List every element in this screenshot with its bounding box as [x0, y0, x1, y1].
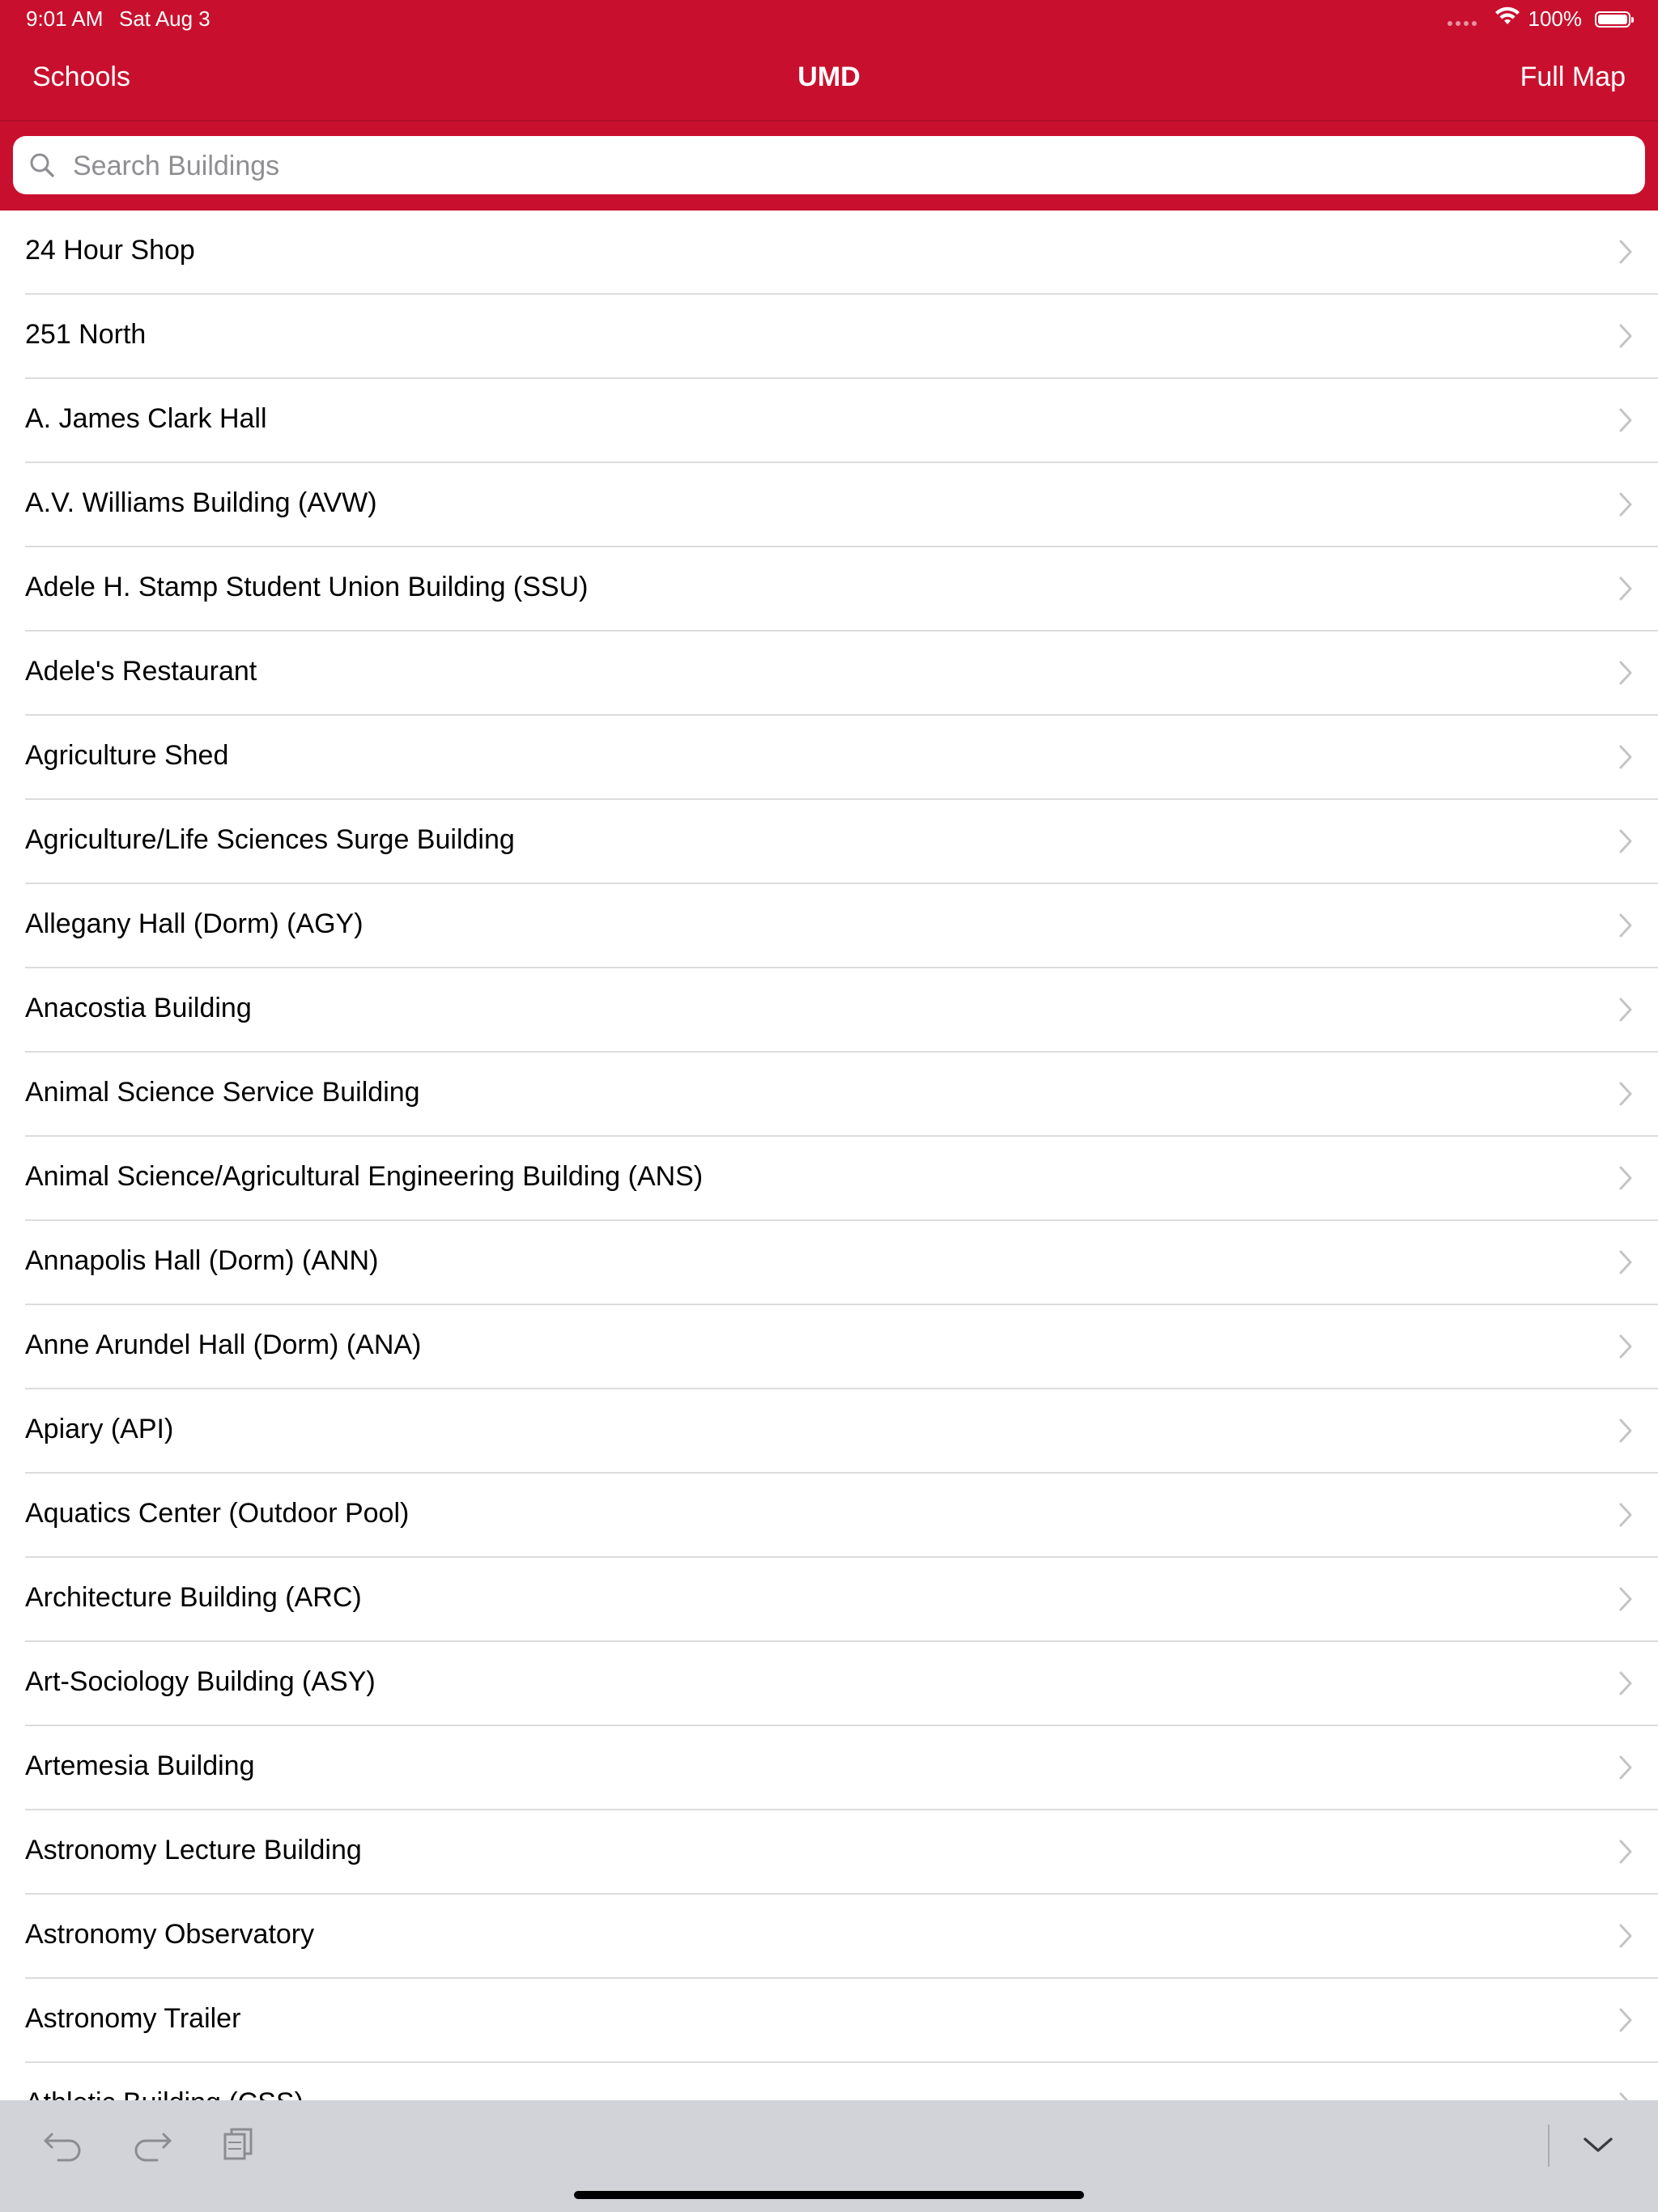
chevron-right-icon — [1618, 1754, 1634, 1781]
chevron-right-icon — [1618, 238, 1634, 266]
list-item[interactable] — [0, 379, 1658, 463]
signal-dots-icon — [1448, 21, 1477, 26]
chevron-right-icon — [1618, 1922, 1634, 1950]
list-item[interactable] — [0, 632, 1658, 716]
building-name: Adele's Restaurant — [25, 656, 257, 687]
chevron-right-icon — [1618, 912, 1634, 939]
chevron-right-icon — [1618, 1585, 1634, 1613]
building-name: Annapolis Hall (Dorm) (ANN) — [25, 1245, 379, 1276]
building-name: Art-Sociology Building (ASY) — [25, 1666, 376, 1697]
building-name: Animal Science/Agricultural Engineering Building (ANS) — [25, 1161, 704, 1192]
building-name: 251 North — [25, 319, 147, 350]
chevron-right-icon — [1618, 575, 1634, 602]
status-time: 9:01 AM — [26, 6, 104, 31]
building-name: Adele H. Stamp Student Union Building (SSU) — [25, 572, 589, 602]
keyboard-toolbar — [0, 2100, 1658, 2212]
building-name: Allegany Hall (Dorm) (AGY) — [25, 908, 363, 939]
list-item[interactable] — [0, 1137, 1658, 1221]
building-name: Anne Arundel Hall (Dorm) (ANA) — [25, 1329, 422, 1360]
chevron-right-icon — [1618, 996, 1634, 1023]
list-item[interactable] — [0, 1053, 1658, 1137]
search-input[interactable] — [71, 136, 1613, 196]
home-indicator — [574, 2191, 1084, 2199]
nav-divider — [0, 120, 1658, 121]
chevron-right-icon — [1618, 322, 1634, 350]
full-map-button[interactable]: Full Map — [1520, 62, 1626, 92]
list-item[interactable] — [0, 463, 1658, 547]
chevron-right-icon — [1618, 491, 1634, 518]
building-name: Architecture Building (ARC) — [25, 1582, 362, 1613]
chevron-right-icon — [1618, 743, 1634, 771]
chevron-right-icon — [1618, 1333, 1634, 1360]
building-name: Astronomy Observatory — [25, 1919, 315, 1950]
chevron-right-icon — [1618, 1501, 1634, 1529]
list-item[interactable] — [0, 1810, 1658, 1895]
building-list — [0, 211, 1658, 2100]
battery-percent: 100% — [1528, 6, 1582, 31]
list-item[interactable] — [0, 1305, 1658, 1389]
list-item[interactable] — [0, 1474, 1658, 1558]
battery-icon — [1595, 11, 1630, 28]
list-item[interactable] — [0, 211, 1658, 295]
building-name: Agriculture Shed — [25, 740, 229, 771]
redo-icon[interactable] — [126, 2121, 175, 2167]
building-name: Artemesia Building — [25, 1750, 255, 1781]
building-name: Agriculture/Life Sciences Surge Building — [25, 824, 515, 855]
search-icon — [28, 151, 57, 180]
chevron-right-icon — [1618, 1838, 1634, 1865]
building-name: Astronomy Lecture Building — [25, 1835, 362, 1865]
chevron-right-icon — [1618, 827, 1634, 855]
keyboard-dismiss-chevron-icon[interactable] — [1574, 2121, 1622, 2167]
status-indicators — [1448, 6, 1631, 32]
list-item[interactable] — [0, 800, 1658, 884]
schools-back-button[interactable]: Schools — [32, 62, 130, 92]
building-name: Aquatics Center (Outdoor Pool) — [25, 1498, 410, 1529]
toolbar-divider — [1548, 2125, 1550, 2167]
list-item[interactable] — [0, 1558, 1658, 1642]
list-item[interactable] — [0, 1895, 1658, 1979]
chevron-right-icon — [1618, 2006, 1634, 2034]
chevron-right-icon — [1618, 1164, 1634, 1192]
undo-icon[interactable] — [40, 2121, 89, 2167]
list-item[interactable] — [0, 1642, 1658, 1726]
status-date: Sat Aug 3 — [119, 6, 210, 31]
building-name: A. James Clark Hall — [25, 403, 267, 434]
list-item[interactable] — [0, 1979, 1658, 2063]
list-item[interactable] — [0, 716, 1658, 800]
building-name: Apiary (API) — [25, 1414, 174, 1444]
status-bar — [0, 0, 1658, 37]
header — [0, 0, 1658, 211]
list-item[interactable] — [0, 884, 1658, 968]
building-name: 24 Hour Shop — [25, 235, 195, 266]
chevron-right-icon — [1618, 1670, 1634, 1697]
list-item[interactable] — [0, 295, 1658, 379]
navigation-bar — [0, 37, 1658, 121]
wifi-icon — [1494, 6, 1520, 32]
chevron-right-icon — [1618, 1080, 1634, 1108]
list-item[interactable] — [0, 1221, 1658, 1305]
building-name: Animal Science Service Building — [25, 1077, 420, 1108]
list-item[interactable] — [0, 1726, 1658, 1810]
building-name: Anacostia Building — [25, 993, 252, 1023]
building-name: A.V. Williams Building (AVW) — [25, 487, 377, 518]
chevron-right-icon — [1618, 1417, 1634, 1444]
list-item[interactable] — [0, 968, 1658, 1053]
list-item[interactable] — [0, 1389, 1658, 1474]
page-title: UMD — [797, 62, 861, 92]
chevron-right-icon — [1618, 406, 1634, 434]
list-item[interactable] — [0, 547, 1658, 632]
search-bar[interactable] — [13, 136, 1645, 194]
chevron-right-icon — [1618, 1249, 1634, 1276]
chevron-right-icon — [1618, 659, 1634, 687]
paste-icon[interactable] — [215, 2121, 264, 2167]
building-name: Astronomy Trailer — [25, 2003, 241, 2034]
